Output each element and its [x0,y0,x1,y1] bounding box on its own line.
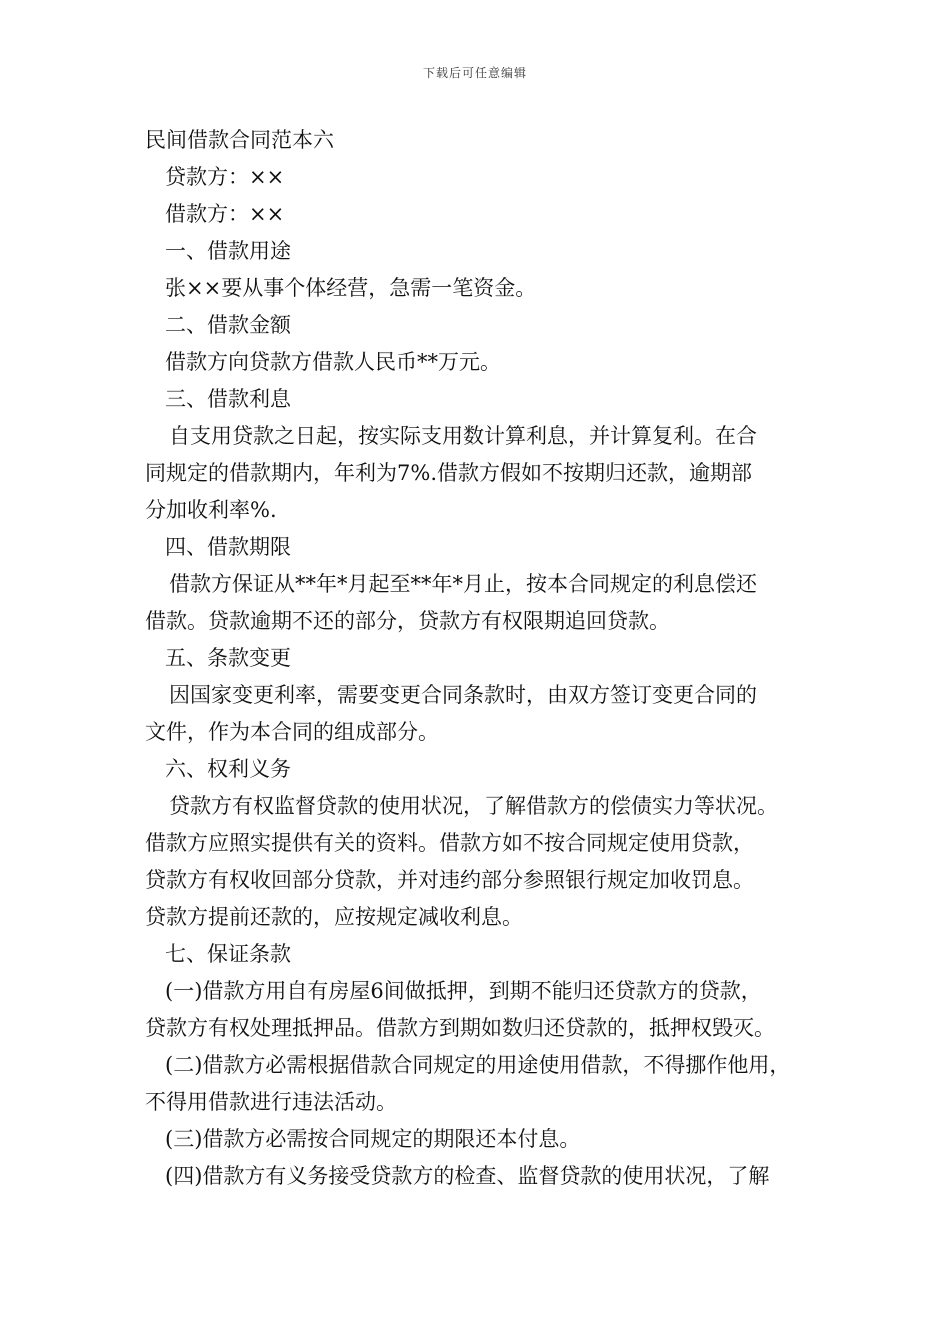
paragraph-line: 贷款方有权监督贷款的使用状况，了解借款方的偿债实力等状况。 [169,794,778,818]
paragraph-line: 贷款方有权处理抵押品。借款方到期如数归还贷款的，抵押权毁灭。 [145,1016,775,1040]
section-7-item-4: (四)借款方有义务接受贷款方的检查、监督贷款的使用状况，了解 [165,1164,770,1188]
section-3-body [145,418,825,529]
section-1-body: 张××要从事个体经营，急需一笔资金。 [165,276,537,300]
section-7-item-3: (三)借款方必需按合同规定的期限还本付息。 [165,1127,581,1151]
section-2-title: 二、借款金额 [165,313,291,337]
section-5-body [145,677,825,751]
paragraph-line: (一)借款方用自有房屋6间做抵押，到期不能归还贷款方的贷款， [165,979,762,1003]
page-header: 下载后可任意编辑 [422,66,527,80]
lender-line: 贷款方：×× [165,165,285,189]
paragraph-line: 借款方应照实提供有关的资料。借款方如不按合同规定使用贷款， [145,831,754,855]
paragraph-line: 贷款方有权收回部分贷款，并对违约部分参照银行规定加收罚息。 [145,868,754,892]
section-2-body: 借款方向贷款方借款人民币**万元。 [165,350,501,374]
document-body [145,122,825,1195]
section-7-item-2 [145,1047,825,1121]
paragraph-line: 因国家变更利率，需要变更合同条款时，由双方签订变更合同的 [169,683,757,707]
paragraph-line: 同规定的借款期内，年利为7%.借款方假如不按期归还款，逾期部 [145,461,752,485]
paragraph-line: 文件，作为本合同的组成部分。 [145,720,439,744]
section-3-title: 三、借款利息 [165,387,291,411]
section-6-title: 六、权利义务 [165,757,291,781]
document-title: 民间借款合同范本六 [145,128,334,152]
section-7-item-1 [145,973,825,1047]
paragraph-line: 借款。贷款逾期不还的部分，贷款方有权限期追回贷款。 [145,609,670,633]
section-6-body [145,788,825,936]
paragraph-line: 贷款方提前还款的，应按规定减收利息。 [145,905,523,929]
paragraph-line: 分加收利率%. [145,498,277,522]
section-5-title: 五、条款变更 [165,646,291,670]
section-1-title: 一、借款用途 [165,239,291,263]
borrower-line: 借款方：×× [165,202,285,226]
section-7-title: 七、保证条款 [165,942,291,966]
paragraph-line: 借款方保证从**年*月起至**年*月止，按本合同规定的利息偿还 [169,572,757,596]
paragraph-line: (二)借款方必需根据借款合同规定的用途使用借款，不得挪作他用， [165,1053,791,1077]
paragraph-line: 不得用借款进行违法活动。 [145,1090,397,1114]
section-4-body [145,566,825,640]
section-4-title: 四、借款期限 [165,535,291,559]
paragraph-line: 自支用贷款之日起，按实际支用数计算利息，并计算复利。在合 [169,424,757,448]
